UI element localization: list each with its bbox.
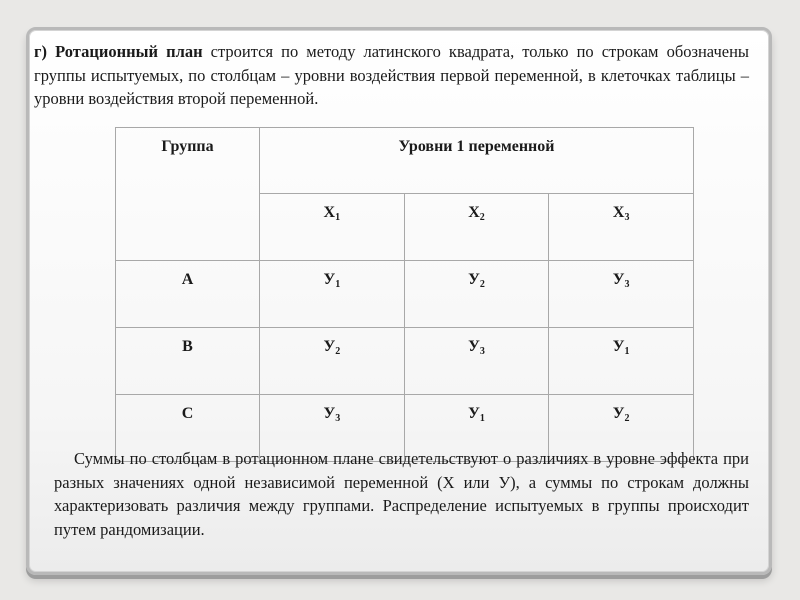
intro-label: г): [34, 42, 47, 61]
table-cell: $У_3$: [404, 328, 549, 395]
table-cell: $У_2$: [404, 261, 549, 328]
table-row: [116, 261, 694, 328]
row-group-label: В: [116, 328, 260, 395]
outro-paragraph: Суммы по столбцам в ротационном плане свидетельствуют о различиях в уровне эффекта при разных значениях одной независимой переменной (Х или У), а суммы по строкам должны характеризовать различия между группами. Распределение испытуемых в группы происходит путем рандомизации.: [54, 449, 749, 539]
latin-square-table: [115, 127, 694, 462]
table-cell: $У_3$: [260, 395, 405, 462]
table-cell: $У_1$: [549, 328, 694, 395]
table-cell: $У_1$: [404, 395, 549, 462]
intro-term: Ротационный план: [55, 42, 203, 61]
column-header-x3: $Х_3$: [549, 194, 694, 261]
row-group-label: А: [116, 261, 260, 328]
table-cell: $У_3$: [549, 261, 694, 328]
row-group-label: С: [116, 395, 260, 462]
table-cell: $У_1$: [260, 261, 405, 328]
column-header-x1: $Х_1$: [260, 194, 405, 261]
intro-text: строится по методу латинского квадрата, только по строкам обозначены группы испытуемых, по столбцам – уровни воздействия первой переменной, в клеточках таблицы – уровни воздействия второй переменной.: [34, 42, 750, 108]
group-header: Группа: [116, 128, 260, 261]
intro-paragraph: [34, 40, 749, 111]
column-header-x2: $Х_2$: [404, 194, 549, 261]
table-cell: $У_2$: [549, 395, 694, 462]
table-row: [116, 328, 694, 395]
levels-header: Уровни 1 переменной: [260, 128, 694, 194]
table-cell: $У_2$: [260, 328, 405, 395]
